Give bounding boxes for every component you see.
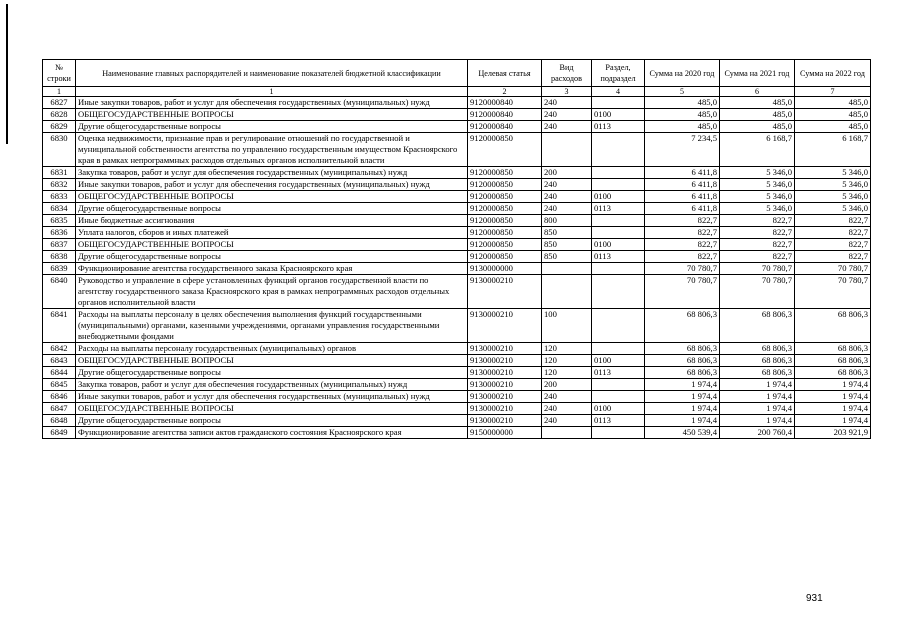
- column-number: 4: [592, 87, 645, 97]
- row-section: [592, 275, 645, 309]
- row-target-article: 9120000850: [468, 167, 542, 179]
- row-sum-2022: 68 806,3: [795, 355, 871, 367]
- row-number: 6831: [43, 167, 76, 179]
- row-number: 6833: [43, 191, 76, 203]
- row-sum-2020: 1 974,4: [645, 403, 720, 415]
- row-sum-2020: 68 806,3: [645, 355, 720, 367]
- row-name: ОБЩЕГОСУДАРСТВЕННЫЕ ВОПРОСЫ: [76, 239, 468, 251]
- table-row: [43, 121, 871, 133]
- row-name: ОБЩЕГОСУДАРСТВЕННЫЕ ВОПРОСЫ: [76, 191, 468, 203]
- header-section: Раздел, подраздел: [592, 60, 645, 87]
- row-target-article: 9120000850: [468, 179, 542, 191]
- row-sum-2021: 822,7: [720, 239, 795, 251]
- row-target-article: 9130000210: [468, 403, 542, 415]
- row-name: Закупка товаров, работ и услуг для обеспечения государственных (муниципальных) нужд: [76, 379, 468, 391]
- row-target-article: 9130000210: [468, 367, 542, 379]
- row-sum-2022: 5 346,0: [795, 191, 871, 203]
- row-sum-2022: 822,7: [795, 227, 871, 239]
- row-sum-2022: 68 806,3: [795, 309, 871, 343]
- row-sum-2020: 822,7: [645, 227, 720, 239]
- row-section: 0100: [592, 191, 645, 203]
- row-name: Функционирование агентства записи актов гражданского состояния Красноярского края: [76, 427, 468, 439]
- table-row: [43, 415, 871, 427]
- row-sum-2020: 68 806,3: [645, 367, 720, 379]
- table-row: [43, 355, 871, 367]
- row-sum-2020: 7 234,5: [645, 133, 720, 167]
- row-target-article: 9130000000: [468, 263, 542, 275]
- row-expense-kind: 240: [542, 179, 592, 191]
- column-number: 6: [720, 87, 795, 97]
- budget-table: [42, 59, 871, 439]
- table-row: [43, 239, 871, 251]
- row-sum-2020: 6 411,8: [645, 179, 720, 191]
- row-sum-2020: 6 411,8: [645, 167, 720, 179]
- row-section: [592, 343, 645, 355]
- row-name: Уплата налогов, сборов и иных платежей: [76, 227, 468, 239]
- row-name: ОБЩЕГОСУДАРСТВЕННЫЕ ВОПРОСЫ: [76, 109, 468, 121]
- row-sum-2022: 5 346,0: [795, 167, 871, 179]
- table-row: [43, 179, 871, 191]
- row-number: 6827: [43, 97, 76, 109]
- row-name: Другие общегосударственные вопросы: [76, 121, 468, 133]
- row-name: Другие общегосударственные вопросы: [76, 415, 468, 427]
- row-expense-kind: 120: [542, 355, 592, 367]
- row-name: ОБЩЕГОСУДАРСТВЕННЫЕ ВОПРОСЫ: [76, 355, 468, 367]
- row-section: 0113: [592, 251, 645, 263]
- row-sum-2022: 822,7: [795, 251, 871, 263]
- row-sum-2020: 70 780,7: [645, 275, 720, 309]
- row-number: 6849: [43, 427, 76, 439]
- row-sum-2021: 6 168,7: [720, 133, 795, 167]
- row-sum-2021: 5 346,0: [720, 203, 795, 215]
- row-expense-kind: 800: [542, 215, 592, 227]
- table-row: [43, 215, 871, 227]
- row-number: 6839: [43, 263, 76, 275]
- row-expense-kind: 850: [542, 239, 592, 251]
- row-number: 6834: [43, 203, 76, 215]
- row-name: Другие общегосударственные вопросы: [76, 203, 468, 215]
- row-name: Другие общегосударственные вопросы: [76, 251, 468, 263]
- row-sum-2021: 485,0: [720, 109, 795, 121]
- row-sum-2021: 485,0: [720, 121, 795, 133]
- row-section: 0113: [592, 367, 645, 379]
- row-target-article: 9120000850: [468, 191, 542, 203]
- row-sum-2022: 68 806,3: [795, 343, 871, 355]
- row-sum-2021: 1 974,4: [720, 415, 795, 427]
- row-section: [592, 179, 645, 191]
- row-target-article: 9130000210: [468, 391, 542, 403]
- row-sum-2022: 1 974,4: [795, 391, 871, 403]
- header-sum-2021: Сумма на 2021 год: [720, 60, 795, 87]
- row-sum-2022: 70 780,7: [795, 275, 871, 309]
- row-section: [592, 427, 645, 439]
- row-target-article: 9130000210: [468, 309, 542, 343]
- row-sum-2021: 70 780,7: [720, 275, 795, 309]
- row-sum-2021: 70 780,7: [720, 263, 795, 275]
- row-number: 6832: [43, 179, 76, 191]
- row-sum-2022: 1 974,4: [795, 415, 871, 427]
- row-name: Иные бюджетные ассигнования: [76, 215, 468, 227]
- table-row: [43, 97, 871, 109]
- row-sum-2021: 822,7: [720, 251, 795, 263]
- row-target-article: 9120000850: [468, 239, 542, 251]
- row-section: 0113: [592, 415, 645, 427]
- row-target-article: 9130000210: [468, 379, 542, 391]
- table-row: [43, 275, 871, 309]
- row-name: Иные закупки товаров, работ и услуг для обеспечения государственных (муниципальных) нужд: [76, 179, 468, 191]
- row-number: 6848: [43, 415, 76, 427]
- row-sum-2022: 6 168,7: [795, 133, 871, 167]
- row-sum-2020: 485,0: [645, 121, 720, 133]
- row-sum-2020: 450 539,4: [645, 427, 720, 439]
- row-sum-2022: 203 921,9: [795, 427, 871, 439]
- row-expense-kind: 100: [542, 309, 592, 343]
- table-header-row: [43, 60, 871, 87]
- row-expense-kind: 240: [542, 97, 592, 109]
- table-row: [43, 191, 871, 203]
- row-sum-2021: 1 974,4: [720, 391, 795, 403]
- row-sum-2022: 70 780,7: [795, 263, 871, 275]
- row-number: 6847: [43, 403, 76, 415]
- header-name: Наименование главных распорядителей и наименование показателей бюджетной классификации: [76, 60, 468, 87]
- row-expense-kind: 240: [542, 203, 592, 215]
- column-number-row: [43, 87, 871, 97]
- row-number: 6844: [43, 367, 76, 379]
- row-section: 0113: [592, 203, 645, 215]
- row-section: 0113: [592, 121, 645, 133]
- table-row: [43, 227, 871, 239]
- row-sum-2022: 485,0: [795, 121, 871, 133]
- header-sum-2022: Сумма на 2022 год: [795, 60, 871, 87]
- row-name: Расходы на выплаты персоналу в целях обеспечения выполнения функций государственными (муниципальными) органами, казенными учреждениями, органами управления государственными внебюджетными фондами: [76, 309, 468, 343]
- row-sum-2022: 68 806,3: [795, 367, 871, 379]
- row-name: Иные закупки товаров, работ и услуг для обеспечения государственных (муниципальных) нужд: [76, 97, 468, 109]
- table-row: [43, 167, 871, 179]
- row-number: 6842: [43, 343, 76, 355]
- row-number: 6845: [43, 379, 76, 391]
- row-sum-2020: 68 806,3: [645, 309, 720, 343]
- row-target-article: 9150000000: [468, 427, 542, 439]
- row-target-article: 9120000840: [468, 109, 542, 121]
- row-section: [592, 167, 645, 179]
- table-row: [43, 133, 871, 167]
- row-number: 6830: [43, 133, 76, 167]
- binding-edge-line: [6, 4, 8, 144]
- row-expense-kind: [542, 427, 592, 439]
- header-sum-2020: Сумма на 2020 год: [645, 60, 720, 87]
- row-target-article: 9120000850: [468, 251, 542, 263]
- row-sum-2021: 68 806,3: [720, 343, 795, 355]
- row-number: 6838: [43, 251, 76, 263]
- row-sum-2020: 485,0: [645, 109, 720, 121]
- row-sum-2022: 5 346,0: [795, 203, 871, 215]
- row-expense-kind: 240: [542, 109, 592, 121]
- row-number: 6828: [43, 109, 76, 121]
- row-sum-2021: 485,0: [720, 97, 795, 109]
- row-section: 0100: [592, 355, 645, 367]
- row-name: Руководство и управление в сфере установленных функций органов государственной власти по агентству государственного заказа Красноярского края в рамках непрограммных расходов отдельных органов исполнительной власти: [76, 275, 468, 309]
- row-expense-kind: 200: [542, 379, 592, 391]
- row-sum-2021: 5 346,0: [720, 179, 795, 191]
- row-section: [592, 263, 645, 275]
- table-row: [43, 309, 871, 343]
- table-row: [43, 343, 871, 355]
- row-sum-2021: 1 974,4: [720, 379, 795, 391]
- row-sum-2021: 200 760,4: [720, 427, 795, 439]
- row-section: [592, 391, 645, 403]
- row-section: [592, 309, 645, 343]
- row-expense-kind: 240: [542, 391, 592, 403]
- row-name: Другие общегосударственные вопросы: [76, 367, 468, 379]
- column-number: 3: [542, 87, 592, 97]
- row-expense-kind: 240: [542, 121, 592, 133]
- row-target-article: 9130000210: [468, 275, 542, 309]
- row-section: [592, 97, 645, 109]
- row-section: 0100: [592, 403, 645, 415]
- row-number: 6840: [43, 275, 76, 309]
- row-sum-2021: 5 346,0: [720, 191, 795, 203]
- row-sum-2022: 5 346,0: [795, 179, 871, 191]
- row-sum-2020: 6 411,8: [645, 191, 720, 203]
- row-section: 0100: [592, 109, 645, 121]
- row-sum-2022: 1 974,4: [795, 403, 871, 415]
- table-row: [43, 379, 871, 391]
- row-target-article: 9120000850: [468, 215, 542, 227]
- row-sum-2022: 822,7: [795, 239, 871, 251]
- row-name: Расходы на выплаты персоналу государственных (муниципальных) органов: [76, 343, 468, 355]
- row-number: 6836: [43, 227, 76, 239]
- row-sum-2020: 1 974,4: [645, 415, 720, 427]
- row-expense-kind: [542, 133, 592, 167]
- table-row: [43, 427, 871, 439]
- header-expense-kind: Вид расходов: [542, 60, 592, 87]
- row-number: 6835: [43, 215, 76, 227]
- row-target-article: 9120000850: [468, 133, 542, 167]
- row-expense-kind: 240: [542, 191, 592, 203]
- row-target-article: 9120000840: [468, 121, 542, 133]
- page-number: 931: [806, 593, 823, 604]
- row-target-article: 9120000850: [468, 227, 542, 239]
- row-target-article: 9120000850: [468, 203, 542, 215]
- row-section: 0100: [592, 239, 645, 251]
- row-sum-2021: 822,7: [720, 227, 795, 239]
- row-section: [592, 227, 645, 239]
- column-number: 1: [43, 87, 76, 97]
- row-sum-2020: 6 411,8: [645, 203, 720, 215]
- column-number: 2: [468, 87, 542, 97]
- row-target-article: 9120000840: [468, 97, 542, 109]
- table-row: [43, 403, 871, 415]
- row-name: Функционирование агентства государственного заказа Красноярского края: [76, 263, 468, 275]
- header-target-article: Целевая статья: [468, 60, 542, 87]
- table-row: [43, 391, 871, 403]
- row-number: 6843: [43, 355, 76, 367]
- row-expense-kind: 850: [542, 251, 592, 263]
- table-row: [43, 109, 871, 121]
- row-sum-2022: 1 974,4: [795, 379, 871, 391]
- column-number: 1: [76, 87, 468, 97]
- column-number: 5: [645, 87, 720, 97]
- row-sum-2020: 822,7: [645, 251, 720, 263]
- row-sum-2021: 5 346,0: [720, 167, 795, 179]
- row-sum-2021: 68 806,3: [720, 309, 795, 343]
- row-expense-kind: [542, 275, 592, 309]
- row-sum-2020: 70 780,7: [645, 263, 720, 275]
- row-section: [592, 133, 645, 167]
- row-name: Закупка товаров, работ и услуг для обеспечения государственных (муниципальных) нужд: [76, 167, 468, 179]
- row-expense-kind: [542, 263, 592, 275]
- table-body: [43, 97, 871, 439]
- row-section: [592, 215, 645, 227]
- row-target-article: 9130000210: [468, 415, 542, 427]
- row-sum-2020: 1 974,4: [645, 391, 720, 403]
- row-sum-2021: 68 806,3: [720, 355, 795, 367]
- row-sum-2020: 822,7: [645, 215, 720, 227]
- column-number: 7: [795, 87, 871, 97]
- row-sum-2022: 485,0: [795, 109, 871, 121]
- row-sum-2022: 822,7: [795, 215, 871, 227]
- row-sum-2022: 485,0: [795, 97, 871, 109]
- row-expense-kind: 120: [542, 367, 592, 379]
- row-expense-kind: 850: [542, 227, 592, 239]
- row-name: ОБЩЕГОСУДАРСТВЕННЫЕ ВОПРОСЫ: [76, 403, 468, 415]
- table-row: [43, 263, 871, 275]
- row-number: 6841: [43, 309, 76, 343]
- table-row: [43, 367, 871, 379]
- table-row: [43, 251, 871, 263]
- row-number: 6846: [43, 391, 76, 403]
- row-target-article: 9130000210: [468, 355, 542, 367]
- row-number: 6829: [43, 121, 76, 133]
- row-expense-kind: 240: [542, 403, 592, 415]
- row-target-article: 9130000210: [468, 343, 542, 355]
- row-name: Оценка недвижимости, признание прав и регулирование отношений по государственной и муниципальной собственности агентства по управлению государственным имуществом Красноярского края в рамках непрограммных расходов отдельных органов исполнительной власти: [76, 133, 468, 167]
- row-sum-2020: 1 974,4: [645, 379, 720, 391]
- header-row-number: № строки: [43, 60, 76, 87]
- row-sum-2020: 485,0: [645, 97, 720, 109]
- row-sum-2021: 68 806,3: [720, 367, 795, 379]
- row-expense-kind: 200: [542, 167, 592, 179]
- table-row: [43, 203, 871, 215]
- row-sum-2021: 822,7: [720, 215, 795, 227]
- row-name: Иные закупки товаров, работ и услуг для обеспечения государственных (муниципальных) нужд: [76, 391, 468, 403]
- row-number: 6837: [43, 239, 76, 251]
- row-sum-2020: 68 806,3: [645, 343, 720, 355]
- row-sum-2020: 822,7: [645, 239, 720, 251]
- row-section: [592, 379, 645, 391]
- row-sum-2021: 1 974,4: [720, 403, 795, 415]
- row-expense-kind: 240: [542, 415, 592, 427]
- row-expense-kind: 120: [542, 343, 592, 355]
